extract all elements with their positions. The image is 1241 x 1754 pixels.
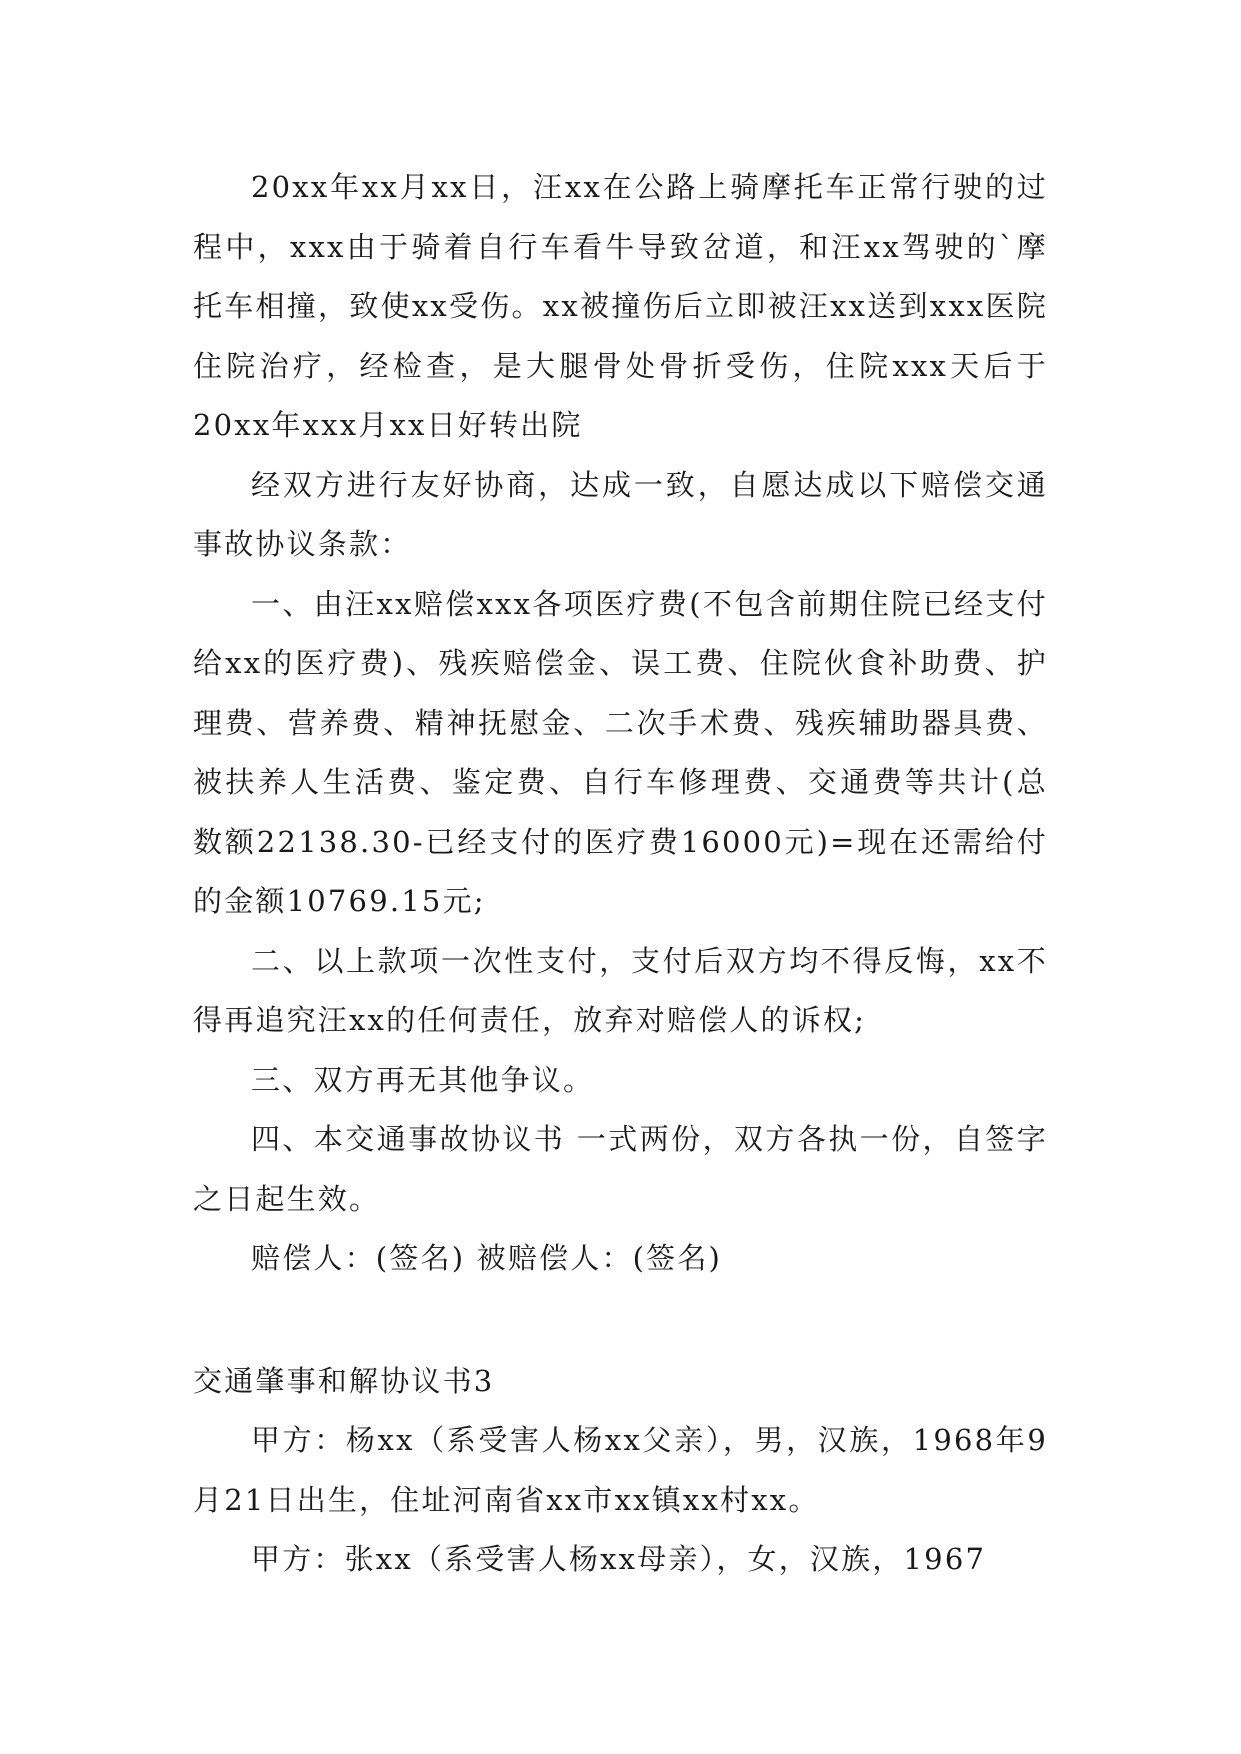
section-heading: 交通肇事和解协议书3 <box>193 1363 495 1398</box>
party-a-mother-paragraph: 甲方：张xx（系受害人杨xx母亲），女，汉族，1967 <box>251 1542 987 1576</box>
document-body <box>193 158 1048 1590</box>
signature-line: 赔偿人：(签名) 被赔偿人：(签名) <box>251 1241 723 1275</box>
negotiation-paragraph: 经双方进行友好协商，达成一致，自愿达成以下赔偿交通事故协议条款： <box>193 467 1048 561</box>
clause-four-paragraph: 四、本交通事故协议书 一式两份，双方各执一份，自签字之日起生效。 <box>193 1122 1048 1216</box>
accident-description-paragraph: 20xx年xx月xx日，汪xx在公路上骑摩托车正常行驶的过程中，xxx由于骑着自行车看牛导致岔道，和汪xx驾驶的`摩托车相撞，致使xx受伤。xx被撞伤后立即被汪xx送到xxx医院住院治疗，经检查，是大腿骨处骨折受伤，住院xxx天后于20xx年xxx月xx日好转出院 <box>193 170 1048 442</box>
clause-two-paragraph: 二、以上款项一次性支付，支付后双方均不得反悔，xx不得再追究汪xx的任何责任，放弃对赔偿人的诉权; <box>193 943 1048 1037</box>
clause-one-paragraph: 一、由汪xx赔偿xxx各项医疗费(不包含前期住院已经支付给xx的医疗费)、残疾赔偿金、误工费、住院伙食补助费、护理费、营养费、精神抚慰金、二次手术费、残疾辅助器具费、被扶养人生活费、鉴定费、自行车修理费、交通费等共计(总数额22138.30-已经支付的医疗费16000元)=现在还需给付的金额10769.15元; <box>193 586 1048 918</box>
clause-three-paragraph: 三、双方再无其他争议。 <box>251 1062 595 1097</box>
party-a-father-paragraph: 甲方：杨xx（系受害人杨xx父亲），男，汉族，1968年9月21日出生，住址河南省xx市xx镇xx村xx。 <box>193 1423 1048 1517</box>
